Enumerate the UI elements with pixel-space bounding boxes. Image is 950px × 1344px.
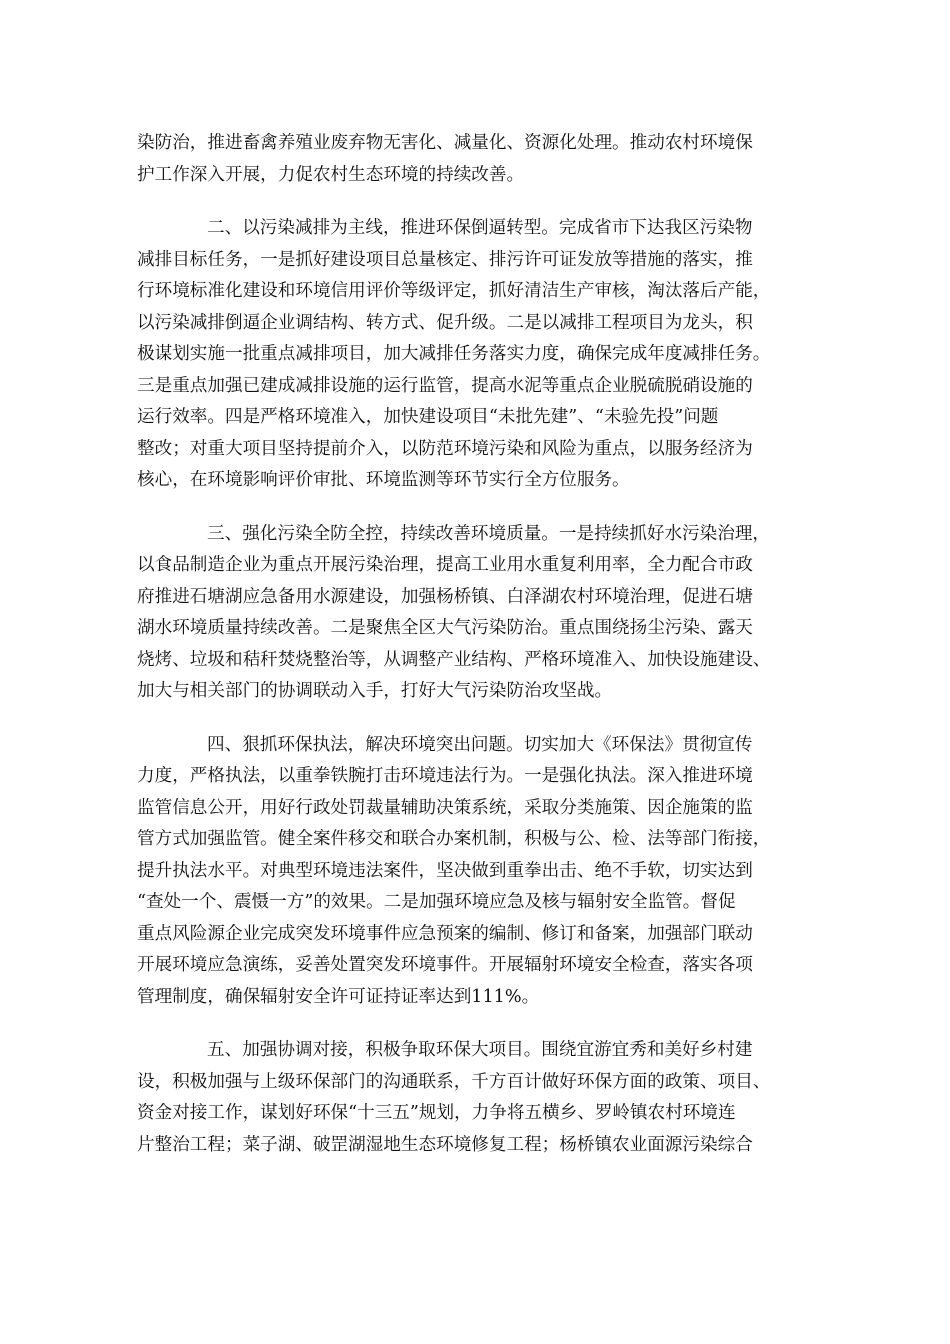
text-line: 三、强化污染全防全控，持续改善环境质量。一是持续抓好水污染治理， <box>207 523 771 544</box>
paragraph-emission-reduction <box>137 213 813 497</box>
paragraph-rural-environment-continued <box>137 128 813 191</box>
paragraph-pollution-control <box>137 519 813 708</box>
text-line: 管理制度，确保辐射安全许可证持证率达到111%。 <box>137 986 540 1007</box>
text-line: 烧烤、垃圾和秸秆焚烧整治等，从调整产业结构、严格环境准入、加快设施建设、 <box>137 649 771 670</box>
text-line: 四、狠抓环保执法，解决环境突出问题。切实加大《环保法》贯彻宣传 <box>207 734 753 755</box>
text-line: 管方式加强监管。健全案件移交和联合办案机制，积极与公、检、法等部门衔接， <box>137 829 771 849</box>
text-line: 运行效率。四是严格环境准入，加快建设项目“未批先建”、“未验先投”问题 <box>137 407 719 427</box>
text-line: 监管信息公开，用好行政处罚裁量辅助决策系统，采取分类施策、因企施策的监 <box>137 797 753 818</box>
text-line: 以污染减排倒逼企业调结构、转方式、促升级。二是以减排工程项目为龙头，积 <box>137 312 753 333</box>
text-line: 行环境标准化建设和环境信用评价等级评定，抓好清洁生产审核，淘汰落后产能， <box>137 281 771 301</box>
text-line: 染防治，推进畜禽养殖业废弃物无害化、减量化、资源化处理。推动农村环境保 <box>137 133 753 153</box>
document-body <box>137 128 813 1183</box>
paragraph-project-coordination <box>137 1035 813 1161</box>
paragraph-law-enforcement <box>137 730 813 1014</box>
text-line: 三是重点加强已建成减排设施的运行监管，提高水泥等重点企业脱硫脱硝设施的 <box>137 375 753 396</box>
text-line: 五、加强协调对接，积极争取环保大项目。围绕宜游宜秀和美好乡村建 <box>207 1040 753 1060</box>
text-line: 片整治工程；菜子湖、破罡湖湿地生态环境修复工程；杨桥镇农业面源污染综合 <box>137 1134 753 1155</box>
text-line: 二、以污染减排为主线，推进环保倒逼转型。完成省市下达我区污染物 <box>207 218 753 238</box>
text-line: 设，积极加强与上级环保部门的沟通联系，千方百计做好环保方面的政策、项目、 <box>137 1071 771 1092</box>
text-line: 提升执法水平。对典型环境违法案件，坚决做到重拳出击、绝不手软，切实达到 <box>137 860 753 881</box>
text-line: 资金对接工作，谋划好环保“十三五”规划，力争将五横乡、罗岭镇农村环境连 <box>137 1103 736 1123</box>
text-line: 力度，严格执法，以重拳铁腕打击环境违法行为。一是强化执法。深入推进环境 <box>137 766 753 786</box>
text-line: 整改；对重大项目坚持提前介入，以防范环境污染和风险为重点，以服务经济为 <box>137 438 753 459</box>
text-line: 府推进石塘湖应急备用水源建设，加强杨桥镇、白泽湖农村环境治理，促进石塘 <box>137 586 753 607</box>
text-line: 护工作深入开展，力促农村生态环境的持续改善。 <box>137 164 525 185</box>
text-line: 极谋划实施一批重点减排项目，加大减排任务落实力度，确保完成年度减排任务。 <box>137 344 771 364</box>
text-line: 重点风险源企业完成突发环境事件应急预案的编制、修订和备案，加强部门联动 <box>137 923 753 944</box>
text-line: 湖水环境质量持续改善。二是聚焦全区大气污染防治。重点围绕扬尘污染、露天 <box>137 618 753 638</box>
text-line: 核心，在环境影响评价审批、环境监测等环节实行全方位服务。 <box>137 470 630 490</box>
text-line: 减排目标任务，一是抓好建设项目总量核定、排污许可证发放等措施的落实，推 <box>137 249 753 270</box>
text-line: 开展环境应急演练，妥善处置突发环境事件。开展辐射环境安全检查，落实各项 <box>137 955 753 975</box>
text-line: “查处一个、震慑一方”的效果。二是加强环境应急及核与辐射安全监管。督促 <box>137 892 736 912</box>
text-line: 加大与相关部门的协调联动入手，打好大气污染防治攻坚战。 <box>137 681 613 701</box>
text-line: 以食品制造企业为重点开展污染治理，提高工业用水重复利用率，全力配合市政 <box>137 555 753 575</box>
